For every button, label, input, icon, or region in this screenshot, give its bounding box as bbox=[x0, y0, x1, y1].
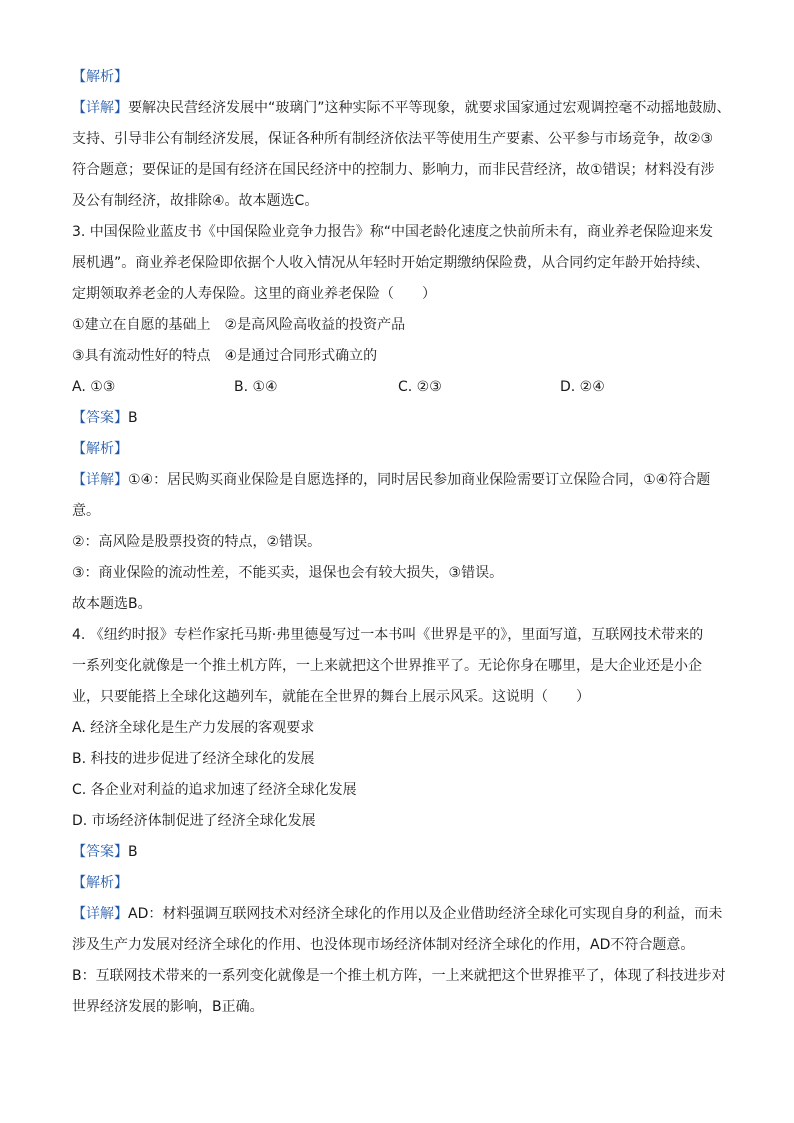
option-d: D. ②④ bbox=[560, 379, 605, 395]
option-c: C. ②③ bbox=[398, 379, 442, 395]
text-line: B：互联网技术带来的一系列变化就像是一个推土机方阵，一上来就把这个世界推平了，体现了科技进步对 bbox=[72, 968, 726, 984]
body-text: 要解决民营经济发展中“玻璃门”这种实际不平等现象，就要求国家通过宏观调控毫不动摇地鼓励、 bbox=[128, 100, 731, 116]
answer-label: 【答案】 bbox=[72, 844, 128, 860]
text-line: ③具有流动性好的特点 ④是通过合同形式确立的 bbox=[72, 348, 378, 364]
analysis-label: 【解析】 bbox=[72, 69, 128, 85]
text-line: 一系列变化就像是一个推土机方阵，一上来就把这个世界推平了。无论你身在哪里，是大企业还是小企 bbox=[72, 658, 702, 674]
answer-label: 【答案】 bbox=[72, 410, 128, 426]
text-line: 及公有制经济，故排除④。故本题选C。 bbox=[72, 193, 319, 209]
answer-options bbox=[72, 372, 724, 403]
text-line: 支持、引导非公有制经济发展，保证各种所有制经济依法平等使用生产要素、公平参与市场竞争，故②③ bbox=[72, 131, 714, 147]
analysis-label: 【解析】 bbox=[72, 875, 128, 891]
text-line: 业，只要能搭上全球化这趟列车，就能在全世界的舞台上展示风采。这说明（ ） bbox=[72, 689, 590, 705]
text-line: 符合题意；要保证的是国有经济在国民经济中的控制力、影响力，而非民营经济，故①错误；材料没有涉 bbox=[72, 162, 715, 178]
answer-line bbox=[72, 403, 724, 434]
text-line: 定期领取养老金的人寿保险。这里的商业养老保险（ ） bbox=[72, 286, 436, 302]
text-line: ③：商业保险的流动性差，不能买卖，退保也会有较大损失，③错误。 bbox=[72, 565, 504, 581]
option-b: B. ①④ bbox=[234, 379, 278, 395]
body-text: AD：材料强调互联网技术对经济全球化的作用以及企业借助经济全球化可实现自身的利益，而未 bbox=[128, 906, 723, 922]
text-line: 展机遇”。商业养老保险即依据个人收入情况从年轻时开始定期缴纳保险费，从合同约定年龄开始持续、 bbox=[72, 255, 710, 271]
text-line: 3. 中国保险业蓝皮书《中国保险业竞争力报告》称“中国老龄化速度之快前所未有，商业养老保险迎来发 bbox=[72, 224, 714, 240]
text-line: D. 市场经济体制促进了经济全球化发展 bbox=[72, 813, 316, 829]
text-line: 世界经济发展的影响，B正确。 bbox=[72, 999, 264, 1015]
text-line: 4. 《纽约时报》专栏作家托马斯·弗里德曼写过一本书叫《世界是平的》，里面写道，互联网技术带来的 bbox=[72, 627, 704, 643]
detail-line bbox=[72, 465, 724, 496]
text-line: ②：高风险是股票投资的特点，②错误。 bbox=[72, 534, 322, 550]
detail-line bbox=[72, 899, 724, 930]
body-text: B bbox=[128, 844, 138, 860]
text-line: B. 科技的进步促进了经济全球化的发展 bbox=[72, 751, 315, 767]
detail-label: 【详解】 bbox=[72, 906, 128, 922]
body-text: ①④：居民购买商业保险是自愿选择的，同时居民参加商业保险需要订立保险合同，①④符合题 bbox=[128, 472, 711, 488]
section-tag bbox=[72, 434, 724, 465]
text-line: 故本题选B。 bbox=[72, 596, 152, 612]
answer-line bbox=[72, 837, 724, 868]
section-tag bbox=[72, 868, 724, 899]
text-line: 涉及生产力发展对经济全球化的作用、也没体现市场经济体制对经济全球化的作用，AD不符合题意。 bbox=[72, 937, 695, 953]
text-line: C. 各企业对利益的追求加速了经济全球化发展 bbox=[72, 782, 357, 798]
document-page bbox=[72, 62, 731, 1023]
text-line: ①建立在自愿的基础上 ②是高风险高收益的投资产品 bbox=[72, 317, 406, 333]
body-text: B bbox=[128, 410, 138, 426]
text-line: 意。 bbox=[72, 503, 100, 519]
detail-label: 【详解】 bbox=[72, 100, 128, 116]
section-tag bbox=[72, 62, 724, 93]
detail-label: 【详解】 bbox=[72, 472, 128, 488]
detail-line bbox=[72, 93, 731, 124]
text-line: A. 经济全球化是生产力发展的客观要求 bbox=[72, 720, 315, 736]
option-a: A. ①③ bbox=[72, 379, 116, 395]
analysis-label: 【解析】 bbox=[72, 441, 128, 457]
